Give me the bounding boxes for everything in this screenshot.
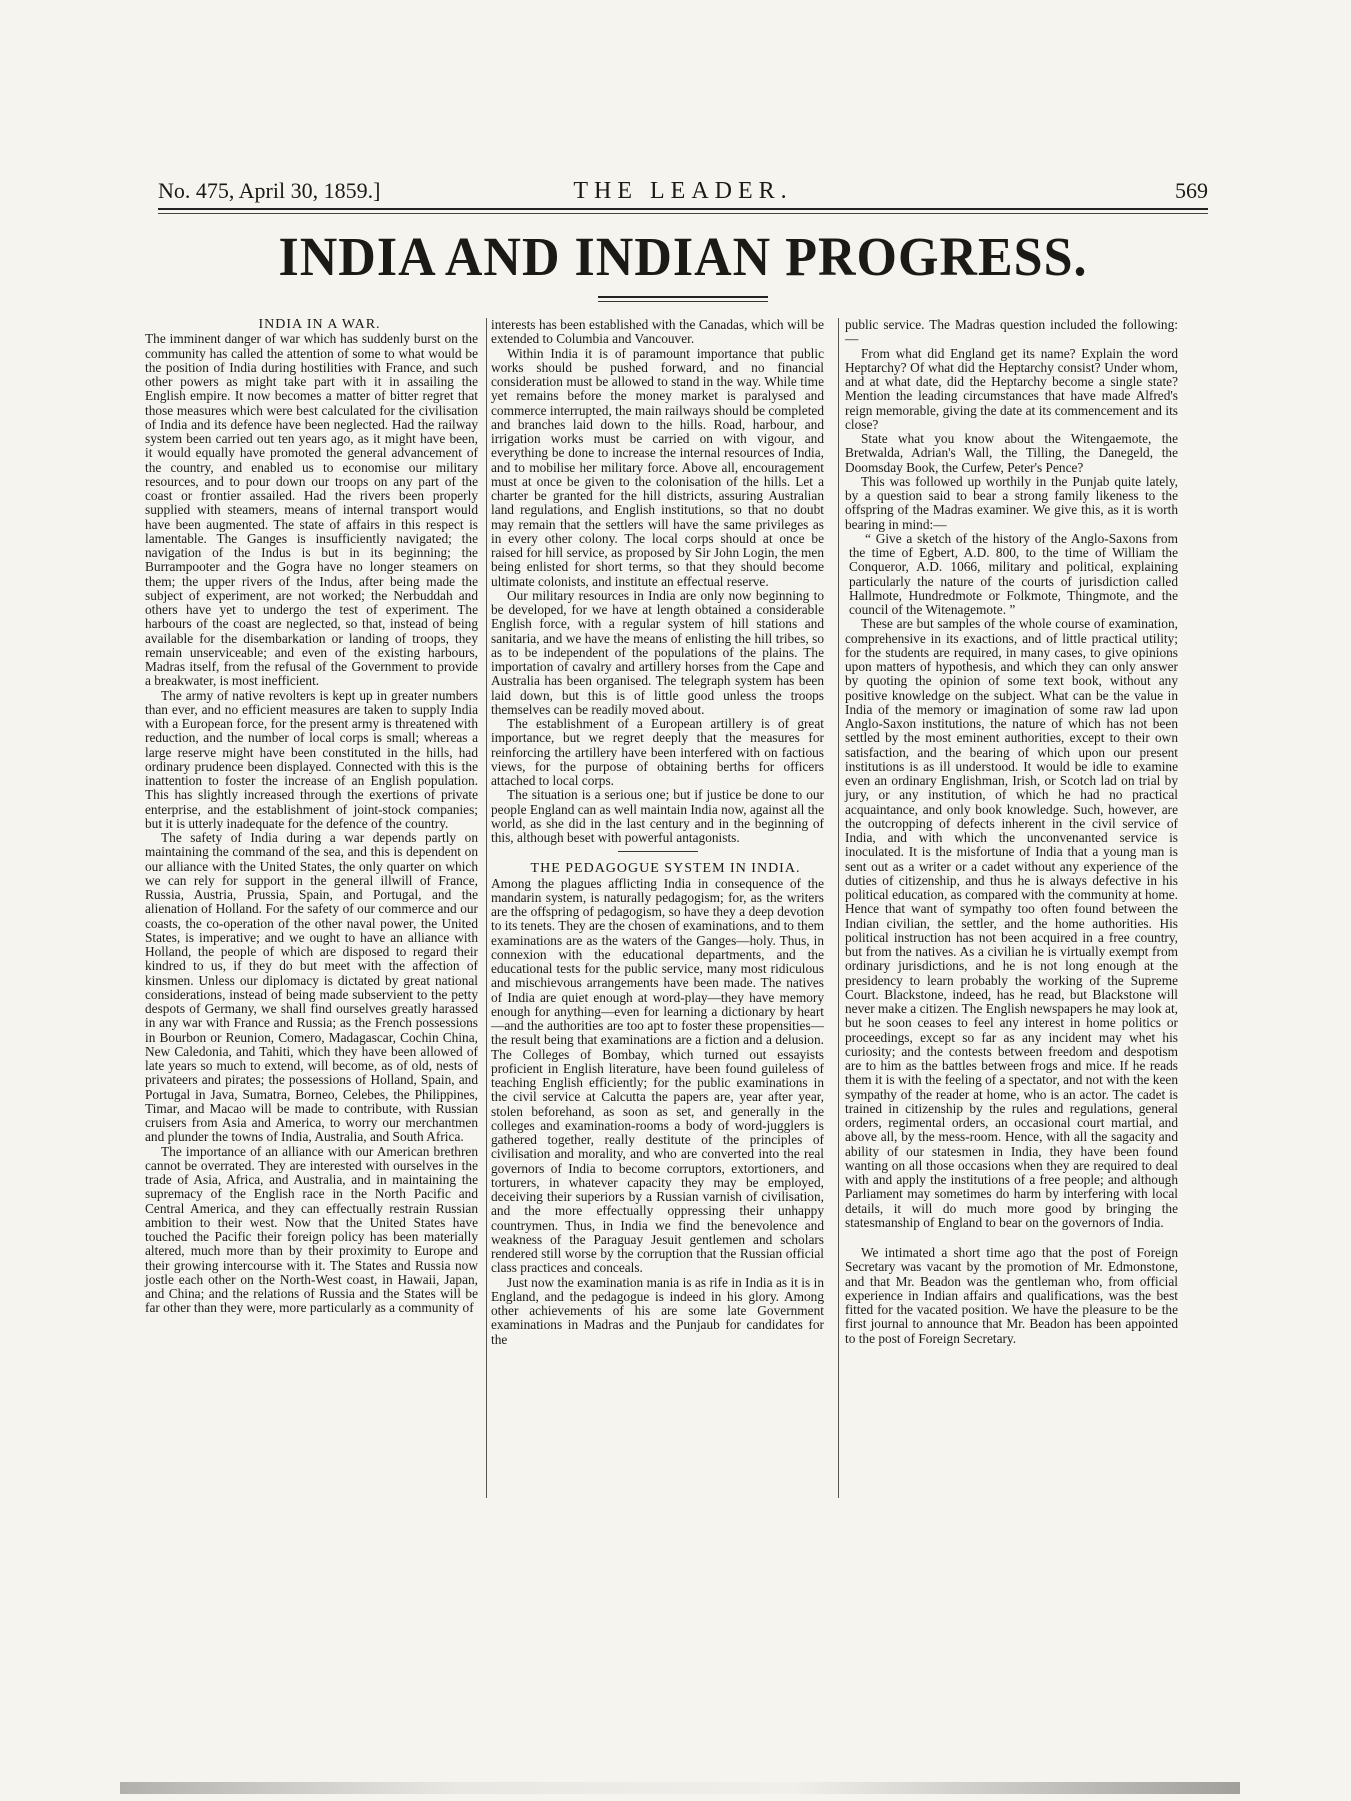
column-divider bbox=[486, 318, 487, 1498]
article-paragraph: Within India it is of paramount importance that public works should be pushed forward, and no financial consideration must be allowed to stand in the way. While time yet remains before the money market is paralysed and commerce interrupted, the main railways should be completed and branches laid down to the hills. Road, harbour, and irrigation works must be carried on with vigour, and everything be done to increase the internal resources of India, and to mobilise her military force. Above all, encouragement must at once be given to the colonisation of the hills. Let a charter be granted for the hill districts, assuring Australian land regulations, and English institutions, so that no doubt may remain that the settlers will have the same privileges as in every other colony. The local corps should at once be raised for hill service, as proposed by Sir John Login, the men being enlisted for short terms, so that they should become ultimate colonists, and institute an effectual reserve. bbox=[491, 345, 824, 589]
page-number: 569 bbox=[1175, 178, 1208, 203]
article-paragraph: Our military resources in India are only now beginning to be developed, for we have at length obtained a considerable English force, with a regular system of hill stations and sanitaria, and we have the means of enlisting the hill tribes, so as to be independent of the populations of the plains. The importation of cavalry and artillery horses from the Cape and Australia has been organised. The telegraph system has been laid down, but this is of little good unless the troops themselves can be readily moved about. bbox=[491, 587, 824, 717]
article-paragraph: Just now the examination mania is as rife in India as it is in England, and the pedagogue is indeed in his glory. Among other achievements of his are some late Government examinations in Madras and the Punjaub for candidates for the bbox=[491, 1274, 824, 1347]
column-2 bbox=[491, 318, 824, 1347]
title-rule bbox=[598, 296, 768, 298]
article-paragraph: These are but samples of the whole course of examination, comprehensive in its exactions, and of little practical utility; for the students are required, in many cases, to give opinions upon matters of hypothesis, and which they can only answer by quoting the opinion of some text book, without any positive knowledge on the subject. What can be the value in India of the memory or imagination of some raw lad upon Anglo-Saxon institutions, the nature of which has not been settled by the most eminent authorities, except to their own satisfaction, and the bearing of which upon our present institutions is as ill understood. It would be idle to examine even an ordinary Englishman, Irish, or Scotch lad on trial by jury, or any institution, of which he had no practical acquaintance, and only book knowledge. Such, however, are the outcropping of defects inherent in the civil service of India, and with which the unconvenanted service is inoculated. It is the misfortune of India that a young man is sent out as a writer or a cadet without any experience of the duties of citizenship, and thus he is always defective in his political education, as compared with the community at home. Hence that want of sympathy too often found between the Indian civilian, the settler, and the home authorities. His political instruction has not been acquired in a free country, but from the natives. As a civilian he is virtually exempt from ordinary jurisdictions, and he is not long enough at the presidency to learn probably the working of the Supreme Court. Blackstone, indeed, has he read, but Blackstone will never make a citizen. The English newspapers he may look at, but he soon ceases to feel any interest in home politics or proceedings, except so far as any incident may whet his curiosity; and the contests between freedom and despotism are to him as the battles between frogs and mice. If he reads them it is with the feeling of a spectator, and not with the keen sympathy of the reader at home, who is an actor. The cadet is trained in citizenship by the rules and regulations, general orders, regimental orders, an occasional court martial, and above all, by the mess-room. Hence, with all the sagacity and ability of our statesmen in India, they have been found wanting on all those occasions when they are required to deal with and apply the institutions of a free people; and although Parliament may sometimes do harm by interfering with local details, it will do much more good by bringing the statesmanship of England to bear on the governors of India. bbox=[845, 616, 1178, 1230]
article-paragraph: interests has been established with the Canadas, which will be extended to Columbia and Vancouver. bbox=[491, 317, 824, 347]
issue-line: No. 475, April 30, 1859.] bbox=[158, 178, 381, 203]
article-heading: THE PEDAGOGUE SYSTEM IN INDIA. bbox=[530, 861, 801, 877]
header-rule-thin bbox=[158, 213, 1208, 214]
exam-question: State what you know about the Witengaemote, the Bretwalda, Adrian's Wall, the Tilling, the Danegeld, the Doomsday Book, the Curfew, Peter's Pence? bbox=[845, 431, 1178, 475]
article-paragraph: The importance of an alliance with our American brethren cannot be overrated. They are interested with ourselves in the trade of Asia, Africa, and Australia, and in maintaining the supremacy of the English race in the North Pacific and Central America, and they can effectually restrain Russian ambition to their west. Now that the United States have touched the Pacific their foreign policy has been materially altered, much more than by their proximity to Europe and their growing intercourse with it. The States and Russia now jostle each other on the North-West coast, in Hawaii, Japan, and China; and the relations of Russia and the States will be far other than they were, more particularly as a community of bbox=[145, 1143, 478, 1316]
column-divider bbox=[838, 318, 839, 1498]
article-paragraph: The safety of India during a war depends partly on maintaining the command of the sea, and this is dependent on our alliance with the United States, the only quarter on which we can rely for support in the general illwill of France, Russia, Austria, Prussia, Spain, and Portugal, and the alienation of Holland. For the safety of our commerce and our coasts, the co-operation of the other naval power, the United States, is imperative; and we ought to have an alliance with Holland, the people of which are disposed to regard their kindred to us, if they do but meet with the affection of kinsmen. Unless our diplomacy is dictated by great national considerations, instead of being made subservient to the petty despots of Germany, we shall find ourselves greatly harassed in any war with France and Russia; as the French possessions in Bourbon or Reunion, Comero, Madagascar, Cochin China, New Caledonia, and Tahiti, which they have been allowed of late years so much to extend, will become, as of old, nests of privateers and pirates; the possessions of Holland, Spain, and Portugal in Java, Sumatra, Borneo, Celebes, the Philippines, Timar, and Macao will be made to contribute, with Russian cruisers from Asia and America, to worry our merchantmen and plunder the towns of India, Australia, and South Africa. bbox=[145, 830, 478, 1145]
article-paragraph: The imminent danger of war which has suddenly burst on the community has called the attention of some to what would be the position of India during hostilities with France, and such other powers as might take part with it in assailing the English empire. It now becomes a matter of bitter regret that those measures which were best calculated for the civilisation of India and its defence have been neglected. Had the railway system been carried out ten years ago, as it might have been, it would equally have promoted the general advancement of the country, and enabled us to economise our military resources, and to pour down our troops on any part of the coast or frontier assailed. Had the rivers been properly supplied with steamers, means of internal transport would have been augmented. The state of affairs in this respect is lamentable. The Ganges is insufficiently navigated; the navigation of the Indus is but in its beginning; the Burrampooter and the Gogra have no longer steamers on them; the upper rivers of the Indus, after being made the subject of experiment, are not worked; the Nerbuddah and others have yet to undergo the test of experiment. The harbours of the coast are neglected, so that, instead of being available for the disembarkation or landing of troops, they remain unserviceable; and even of the existing harbours, Madras itself, from the refusal of the Government to provide a breakwater, is most inefficient. bbox=[145, 331, 478, 689]
column-1 bbox=[145, 318, 478, 1316]
exam-question: From what did England get its name? Explain the word Heptarchy? Of what did the Heptarchy consist? Under whom, and at what date, did the Heptarchy become a single state? Mention the leading circumstances that have made Alfred's reign memorable, giving the date at its commencement and its close? bbox=[845, 345, 1178, 432]
article-paragraph: The establishment of a European artillery is of great importance, but we regret deeply that the measures for reinforcing the artillery have been interfered with on factious views, for the purpose of obtaining berths for officers attached to local corps. bbox=[491, 716, 824, 788]
section-divider bbox=[618, 851, 698, 852]
article-paragraph: The situation is a serious one; but if justice be done to our people England can as well maintain India now, against all the world, as she did in the last century and in the beginning of this, although beset with powerful antagonists. bbox=[491, 787, 824, 845]
exam-quote: “ Give a sketch of the history of the Anglo-Saxons from the time of Egbert, A.D. 800, to the time of William the Conqueror, A.D. 1066, military and political, explaining particularly the nature of the courts of jurisdiction called Hallmote, Hundredmote or Folkmote, Thingmote, and the council of the Witenagemote. ” bbox=[849, 530, 1178, 617]
masthead: THE LEADER. bbox=[573, 178, 793, 204]
article-heading: INDIA IN A WAR. bbox=[258, 317, 381, 332]
page-title: INDIA AND INDIAN PROGRESS. bbox=[278, 227, 1088, 288]
title-rule-thin bbox=[598, 301, 768, 302]
running-head bbox=[158, 174, 1208, 208]
column-3 bbox=[845, 318, 1178, 1346]
header-rule bbox=[158, 208, 1208, 210]
scan-edge bbox=[120, 1782, 1240, 1794]
article-paragraph: Among the plagues afflicting India in consequence of the mandarin system, is naturally pedagogism; for, as the writers are the offspring of pedagogism, so have they a deep devotion to its tenets. They are the chosen of examinations, and to them examinations are as the waters of the Ganges—holy. Thus, in connexion with the educational departments, and the educational tests for the public service, many most ridiculous and mischievous arrangements have been made. The natives of India are quiet enough at word-play—they have memory enough for anything—even for learning a dictionary by heart—and the authorities are too apt to foster these propensities—the result being that examinations are a fiction and a delusion. The Colleges of Bombay, which turned out essayists proficient in English literature, have been found guileless of teaching English efficiently; for the public examinations in the civil service at Calcutta the papers are, year after year, stolen beforehand, as soon as set, and generally in the colleges and examination-rooms a body of word-jugglers is gathered together, really destitute of the principles of civilisation and morality, and who are converted into the real governors of India to become corruptors, extortioners, and torturers, in whatever capacity they may be employed, deceiving their superiors by a Russian varnish of civilisation, and the more effectually oppressing their unhappy countrymen. Thus, in India we find the benevolence and weakness of the Paraguay Jesuit gentlemen and scholars rendered still worse by the corruption that the Russian official class practices and conceals. bbox=[491, 875, 824, 1276]
article-paragraph: This was followed up worthily in the Punjab quite lately, by a question said to bear a strong family likeness to the offspring of the Madras examiner. We give this, as it is worth bearing in mind:— bbox=[845, 473, 1178, 532]
article-paragraph: public service. The Madras question included the following:— bbox=[845, 317, 1178, 347]
article-paragraph: The army of native revolters is kept up in greater numbers than ever, and no efficient measures are taken to supply India with a European force, for the present army is threatened with reduction, and the number of local corps is small; whereas a large reserve might have been constituted in the hills, had ordinary prudence been displayed. Connected with this is the inattention to foster the increase of an English population. This has slightly increased through the exertions of private enterprise, and the establishment of joint-stock companies; but it is utterly inadequate for the defence of the country. bbox=[145, 687, 478, 831]
notice-paragraph: We intimated a short time ago that the post of Foreign Secretary was vacant by the promotion of Mr. Edmonstone, and that Mr. Beadon was the gentleman who, from official experience in Indian affairs and qualifications, was the best fitted for the vacated position. We have the pleasure to be the first journal to announce that Mr. Beadon has been appointed to the post of Foreign Secretary. bbox=[845, 1245, 1178, 1346]
spacer bbox=[845, 1230, 1178, 1246]
